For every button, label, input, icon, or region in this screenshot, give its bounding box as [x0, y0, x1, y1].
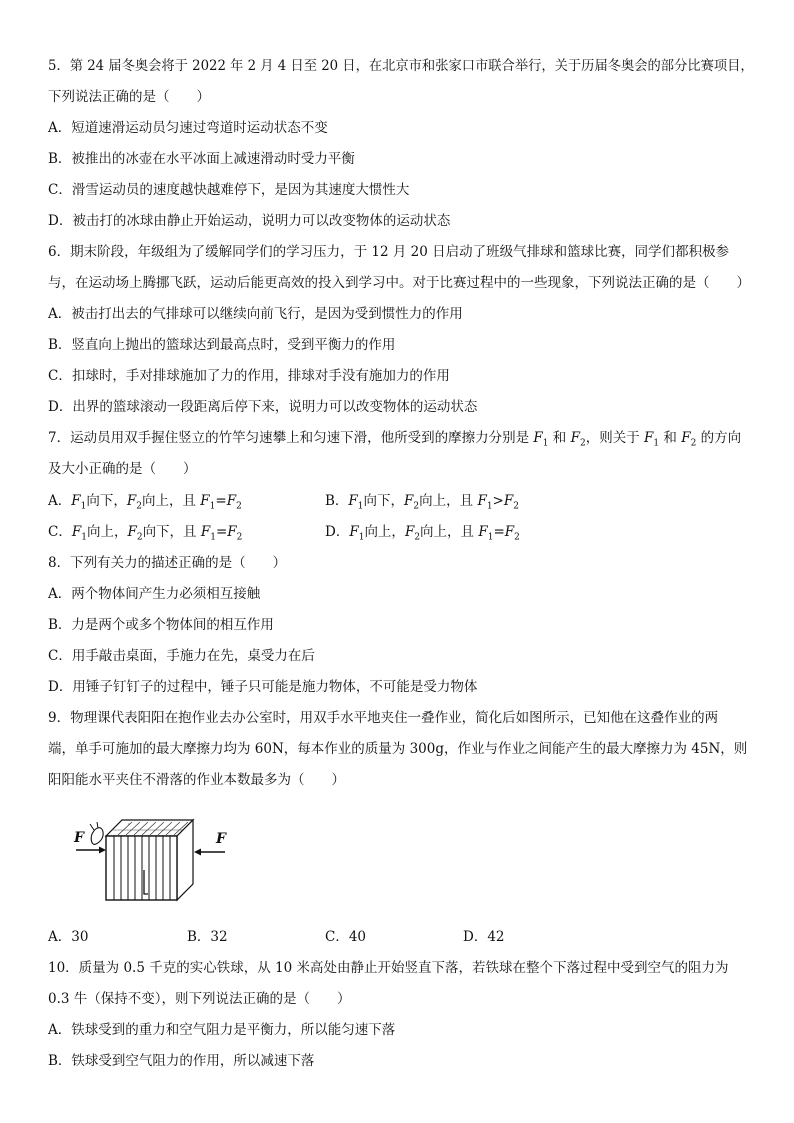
q6-option-b: B．竖直向上抛出的篮球达到最高点时，受到平衡力的作用 — [48, 337, 396, 353]
q9-option-c: C．40 — [325, 929, 367, 945]
q7-stem-line1: 7．运动员用双手握住竖立的竹竿匀速攀上和匀速下滑，他所受到的摩擦力分别是 $F_1$ 和 $F_2$，则关于 $F_1$ 和 $F_2$ 的方向 — [48, 430, 742, 449]
q8-option-d: D．用锤子钉钉子的过程中，锤子只可能是施力物体，不可能是受力物体 — [48, 679, 478, 695]
q9-stem-line3: 阳阳能水平夹住不滑落的作业本数最多为（ ） — [48, 772, 345, 788]
q8-option-c: C．用手敲击桌面，手施力在先，桌受力在后 — [48, 648, 315, 664]
q7-option-a: A．$F_1$向下，$F_2$向上，且 $F_1=F_2$ — [48, 493, 242, 512]
left-force-label: F — [74, 830, 84, 846]
q7-option-d: D．$F_1$向上，$F_2$向上，且 $F_1=F_2$ — [325, 524, 520, 543]
q7-option-b: B．$F_1$向下，$F_2$向上，且 $F_1>F_2$ — [325, 493, 519, 512]
q7-stem-line2: 及大小正确的是（ ） — [48, 461, 197, 477]
q5-option-a: A．短道速滑运动员匀速过弯道时运动状态不变 — [48, 120, 328, 136]
q9-stem-line1: 9．物理课代表阳阳在抱作业去办公室时，用双手水平地夹住一叠作业，简化后如图所示，已知他在这叠作业的两 — [48, 710, 719, 726]
q6-option-d: D．出界的篮球滚动一段距离后停下来，说明力可以改变物体的运动状态 — [48, 399, 478, 415]
q5-option-b: B．被推出的冰壶在水平冰面上减速滑动时受力平衡 — [48, 151, 355, 167]
q7-option-c: C．$F_1$向上，$F_2$向下，且 $F_1=F_2$ — [48, 524, 243, 543]
q6-option-a: A．被击打出去的气排球可以继续向前飞行，是因为受到惯性力的作用 — [48, 306, 463, 322]
q6-stem-line2: 与，在运动场上腾挪飞跃，运动后能更高效的投入到学习中。对于比赛过程中的一些现象，下列说法正确的是（ ） — [48, 275, 750, 291]
q10-stem-line2: 0.3 牛（保持不变），则下列说法正确的是（ ） — [48, 991, 351, 1007]
q6-option-c: C．扣球时，手对排球施加了力的作用，排球对手没有施加力的作用 — [48, 368, 450, 384]
q6-stem-line1: 6．期末阶段，年级组为了缓解同学们的学习压力，于 12 月 20 日启动了班级气排球和篮球比赛，同学们都积极参 — [48, 244, 730, 260]
q5-stem-line1: 5．第 24 届冬奥会将于 2022 年 2 月 4 日至 20 日，在北京市和张家口市联合举行，关于历届冬奥会的部分比赛项目， — [48, 58, 754, 74]
q9-option-a: A．30 — [48, 929, 89, 945]
q10-stem-line1: 10．质量为 0.5 千克的实心铁球，从 10 米高处由静止开始竖直下落，若铁球在整个下落过程中受到空气的阻力为 — [48, 960, 729, 976]
q5-stem-line2: 下列说法正确的是（ ） — [48, 89, 210, 105]
book-stack-diagram — [70, 808, 240, 906]
right-force-label: F — [216, 831, 226, 847]
q10-option-a: A．铁球受到的重力和空气阻力是平衡力，所以能匀速下落 — [48, 1022, 396, 1038]
q9-stem-line2: 端，单手可施加的最大摩擦力均为 60N，每本作业的质量为 300g，作业与作业之间能产生的最大摩擦力为 45N，则 — [48, 741, 748, 757]
q5-option-c: C．滑雪运动员的速度越快越难停下，是因为其速度大惯性大 — [48, 182, 410, 198]
q8-option-a: A．两个物体间产生力必须相互接触 — [48, 586, 261, 602]
q8-option-b: B．力是两个或多个物体间的相互作用 — [48, 617, 274, 633]
q9-figure-book-stack — [70, 808, 240, 906]
q9-option-b: B．32 — [187, 929, 228, 945]
q5-option-d: D．被击打的冰球由静止开始运动，说明力可以改变物体的运动状态 — [48, 213, 451, 229]
q9-option-d: D．42 — [463, 929, 505, 945]
hand-icon — [91, 828, 103, 845]
q10-option-b: B．铁球受到空气阻力的作用，所以减速下落 — [48, 1053, 315, 1069]
q8-stem: 8．下列有关力的描述正确的是（ ） — [48, 555, 287, 571]
